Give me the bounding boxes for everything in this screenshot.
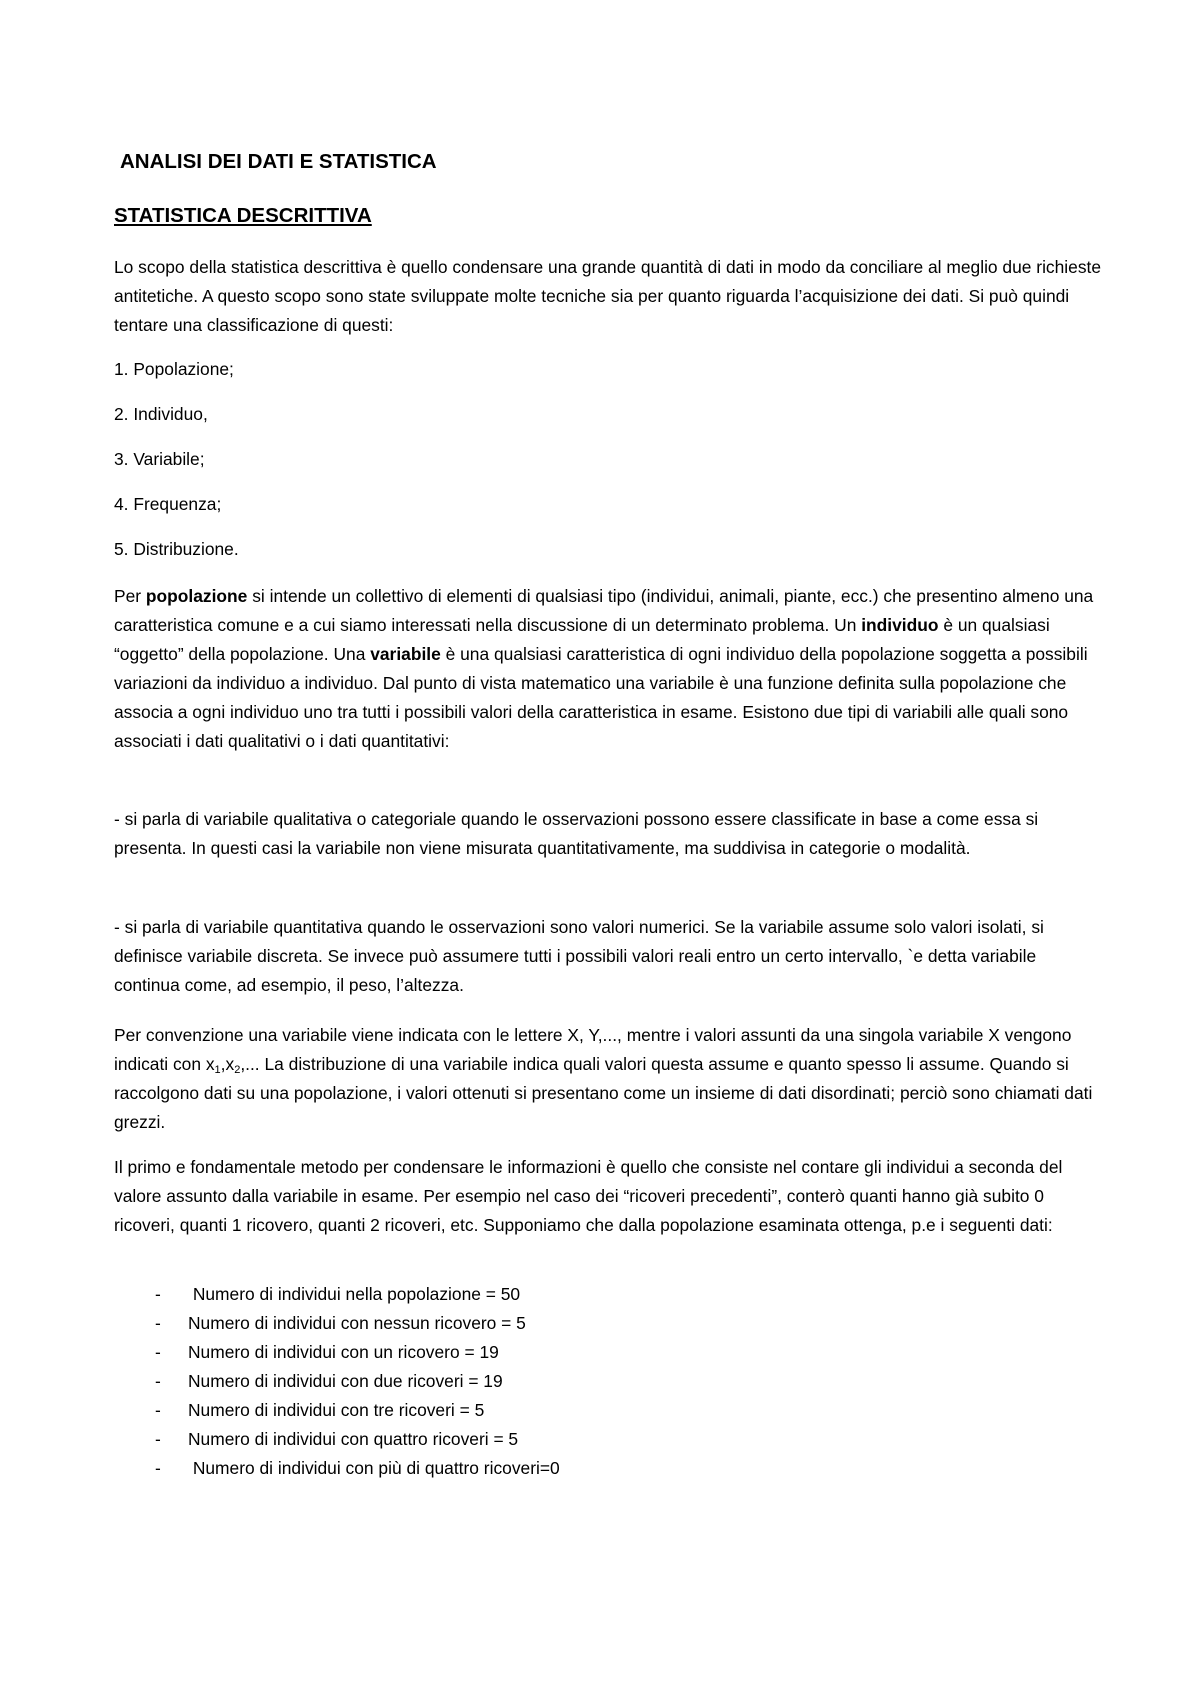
list-item-text: Numero di individui con due ricoveri = 19 xyxy=(188,1371,503,1391)
dash-marker: - xyxy=(155,1400,161,1420)
convention-text: ,x xyxy=(220,1054,235,1074)
term-individuo: individuo xyxy=(861,615,939,635)
dash-marker: - xyxy=(155,1371,161,1391)
convention-text: Per convenzione una variabile viene indicata con le lettere X, Y,..., mentre i valori assunti da una singola variabile X vengono indicati con x xyxy=(114,1025,1072,1074)
classification-item: 5. Distribuzione. xyxy=(114,539,239,559)
subscript-1: 1 xyxy=(214,1064,221,1076)
subscript-2: 2 xyxy=(234,1064,241,1076)
list-item-text: Numero di individui con un ricovero = 19 xyxy=(188,1342,499,1362)
list-item xyxy=(155,1425,560,1454)
list-item xyxy=(155,1338,560,1367)
term-popolazione: popolazione xyxy=(145,586,248,606)
dash-marker: - xyxy=(155,1313,161,1333)
list-item-text: Numero di individui con tre ricoveri = 5 xyxy=(188,1400,485,1420)
list-item-text: Numero di individui con più di quattro ricoveri=0 xyxy=(188,1458,560,1478)
document-title: ANALISI DEI DATI E STATISTICA xyxy=(120,150,437,173)
convention-text: ,... La distribuzione di una variabile indica quali valori questa assume e quanto spesso li assume. Quando si raccolgono dati su una popolazione, i valori ottenuti si presentano come un insieme di dati disordinati; perciò sono chiamati dati grezzi. xyxy=(114,1054,1093,1132)
list-item-text: Numero di individui con quattro ricoveri = 5 xyxy=(188,1429,519,1449)
classification-item: 4. Frequenza; xyxy=(114,494,222,514)
term-variabile: variabile xyxy=(370,644,441,664)
list-item xyxy=(155,1454,560,1483)
list-item-text: Numero di individui nella popolazione = 50 xyxy=(188,1284,521,1304)
dash-marker: - xyxy=(155,1458,161,1478)
list-item xyxy=(155,1280,560,1309)
quantitative-paragraph: - si parla di variabile quantitativa quando le osservazioni sono valori numerici. Se la variabile assume solo valori isolati, si definisce variabile discreta. Se invece può assumere tutti i possibili valori reali entro un certo intervallo, `e detta variabile continua come, ad esempio, il peso, l’altezza. xyxy=(114,917,1044,995)
qualitative-paragraph: - si parla di variabile qualitativa o categoriale quando le osservazioni possono essere classificate in base a come essa si presenta. In questi casi la variabile non viene misurata quantitativamente, ma suddivisa in categorie o modalità. xyxy=(114,809,1039,858)
classification-item: 2. Individuo, xyxy=(114,404,208,424)
list-item xyxy=(155,1367,560,1396)
data-list xyxy=(155,1280,560,1483)
classification-item: 1. Popolazione; xyxy=(114,359,234,379)
convention-paragraph xyxy=(114,1021,1104,1137)
dash-marker: - xyxy=(155,1429,161,1449)
classification-item: 3. Variabile; xyxy=(114,449,205,469)
definition-text: è una qualsiasi caratteristica di ogni individuo della popolazione soggetta a possibili variazioni da individuo a individuo. Dal punto di vista matematico una variabile è una funzione definita sulla popolazione che associa a ogni individuo uno tra tutti i possibili valori della caratteristica in esame. Esistono due tipi di variabili alle quali sono associati i dati qualitativi o i dati quantitativi: xyxy=(114,644,1088,751)
dash-marker: - xyxy=(155,1342,161,1362)
definition-text: è un qualsiasi “oggetto” della popolazione. Una xyxy=(114,615,1050,664)
list-item xyxy=(155,1309,560,1338)
section-heading: STATISTICA DESCRITTIVA xyxy=(114,204,372,227)
list-item xyxy=(155,1396,560,1425)
definition-text: si intende un collettivo di elementi di qualsiasi tipo (individui, animali, piante, ecc.) che presentino almeno una caratteristica comune e a cui siamo interessati nella discussione di un determinato problema. Un xyxy=(114,586,1094,635)
intro-paragraph: Lo scopo della statistica descrittiva è quello condensare una grande quantità di dati in modo da conciliare al meglio due richieste antitetiche. A questo scopo sono state sviluppate molte tecniche sia per quanto riguarda l’acquisizione dei dati. Si può quindi tentare una classificazione di questi: xyxy=(114,257,1102,335)
dash-marker: - xyxy=(155,1284,161,1304)
method-paragraph: Il primo e fondamentale metodo per condensare le informazioni è quello che consiste nel contare gli individui a seconda del valore assunto dalla variabile in esame. Per esempio nel caso dei “ricoveri precedenti”, conterò quanti hanno già subito 0 ricoveri, quanti 1 ricovero, quanti 2 ricoveri, etc. Supponiamo che dalla popolazione esaminata ottenga, p.e i seguenti dati: xyxy=(114,1157,1063,1235)
list-item-text: Numero di individui con nessun ricovero = 5 xyxy=(188,1313,526,1333)
definitions-paragraph xyxy=(114,582,1104,756)
definition-text: Per xyxy=(114,586,146,606)
